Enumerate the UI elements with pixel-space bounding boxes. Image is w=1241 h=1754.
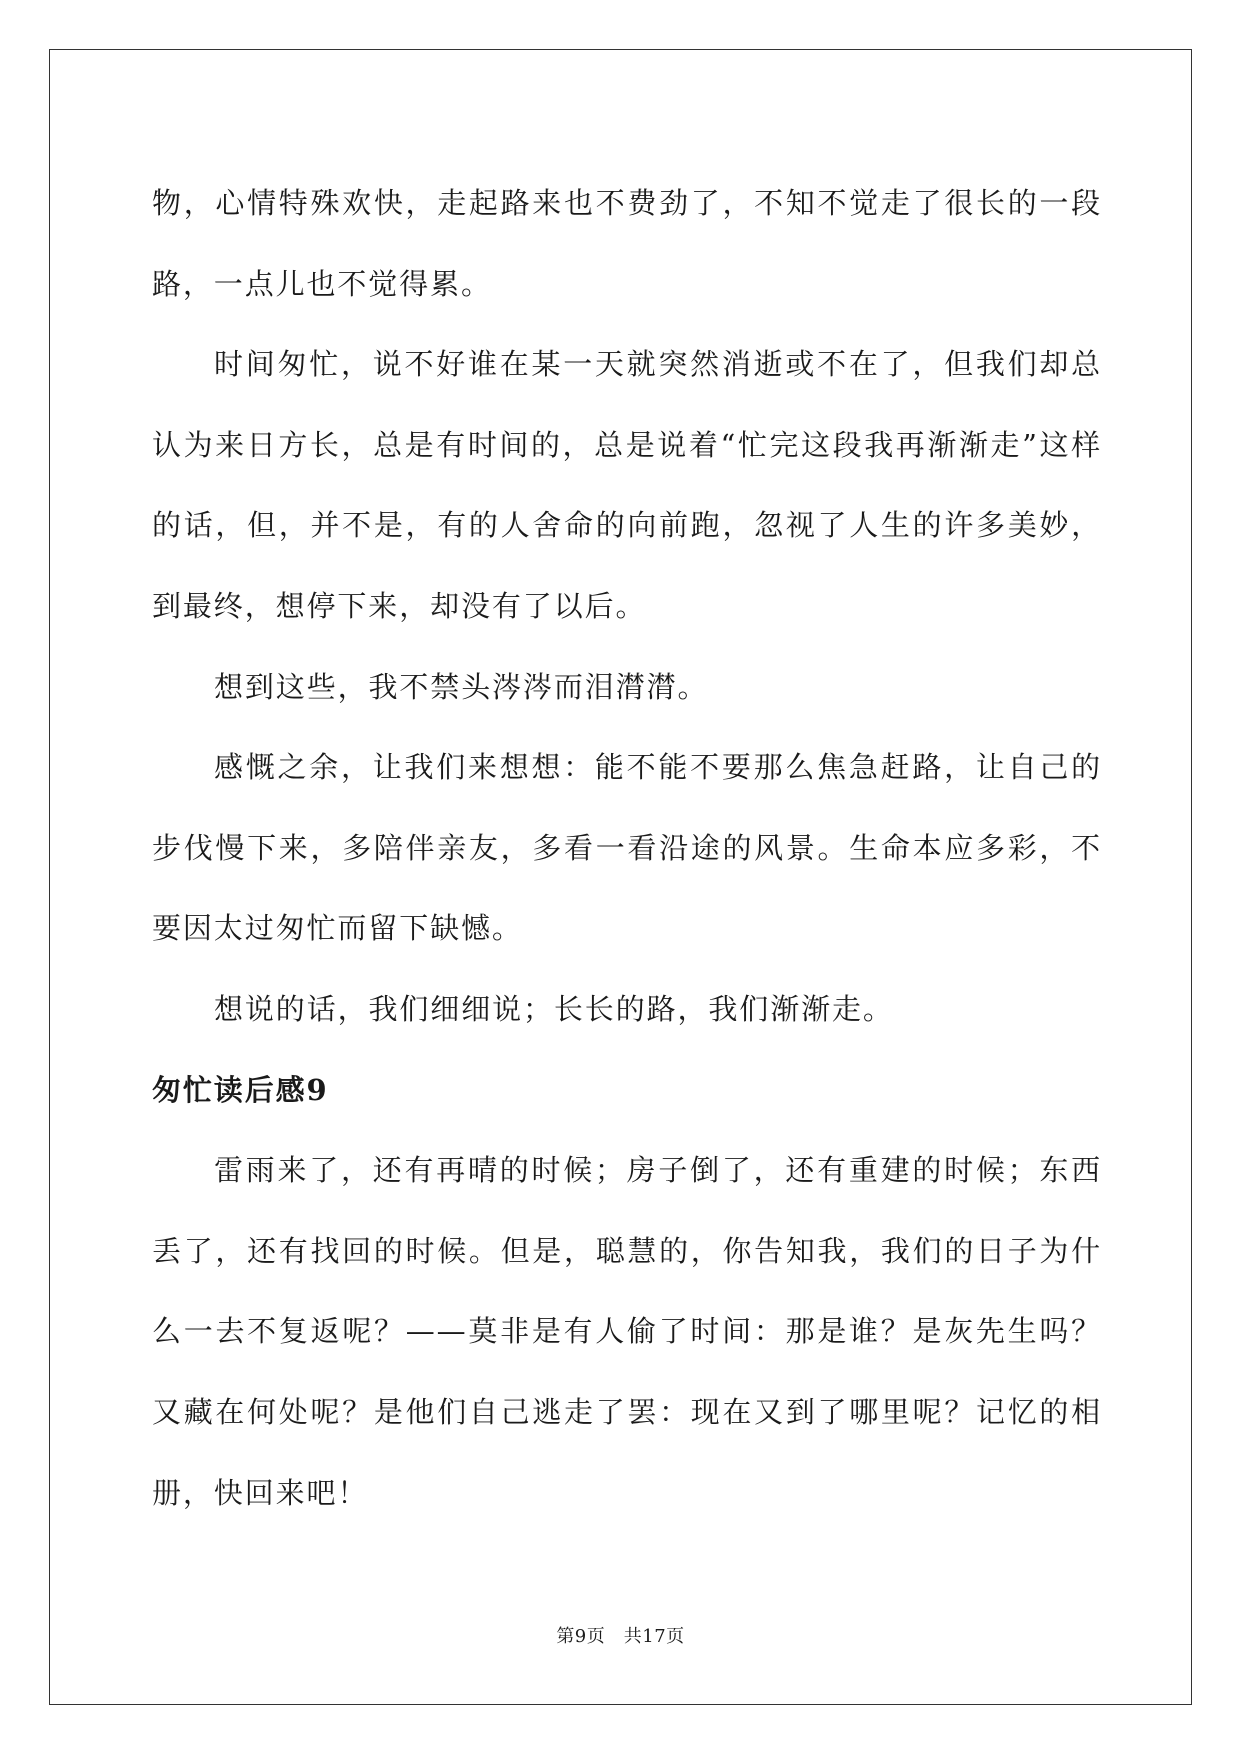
paragraph-6: 雷雨来了，还有再晴的时候；房子倒了，还有重建的时候；东西丢了，还有找回的时候。但是，聪慧的，你告知我，我们的日子为什么一去不复返呢？——莫非是有人偷了时间：那是谁？是灰先生吗？又藏在何处呢？是他们自己逃走了罢：现在又到了哪里呢？记忆的相册，快回来吧！ bbox=[152, 1153, 1102, 1510]
paragraph-3: 想到这些，我不禁头涔涔而泪潸潸。 bbox=[214, 669, 709, 704]
document-body bbox=[152, 163, 1102, 1533]
paragraph-1: 物，心情特殊欢快，走起路来也不费劲了，不知不觉走了很长的一段路，一点儿也不觉得累。 bbox=[152, 186, 1102, 301]
paragraph-4: 感慨之余，让我们来想想：能不能不要那么焦急赶路，让自己的步伐慢下来，多陪伴亲友，多看一看沿途的风景。生命本应多彩，不要因太过匆忙而留下缺憾。 bbox=[152, 750, 1102, 946]
page-number-footer: 第9页 共17页 bbox=[556, 1626, 685, 1647]
paragraph-5: 想说的话，我们细细说；长长的路，我们渐渐走。 bbox=[214, 991, 894, 1026]
paragraph-2: 时间匆忙，说不好谁在某一天就突然消逝或不在了，但我们却总认为来日方长，总是有时间的，总是说着“忙完这段我再渐渐走”这样的话，但，并不是，有的人舍命的向前跑，忽视了人生的许多美妙，到最终，想停下来，却没有了以后。 bbox=[152, 347, 1102, 623]
section-heading: 匆忙读后感9 bbox=[152, 1072, 329, 1107]
